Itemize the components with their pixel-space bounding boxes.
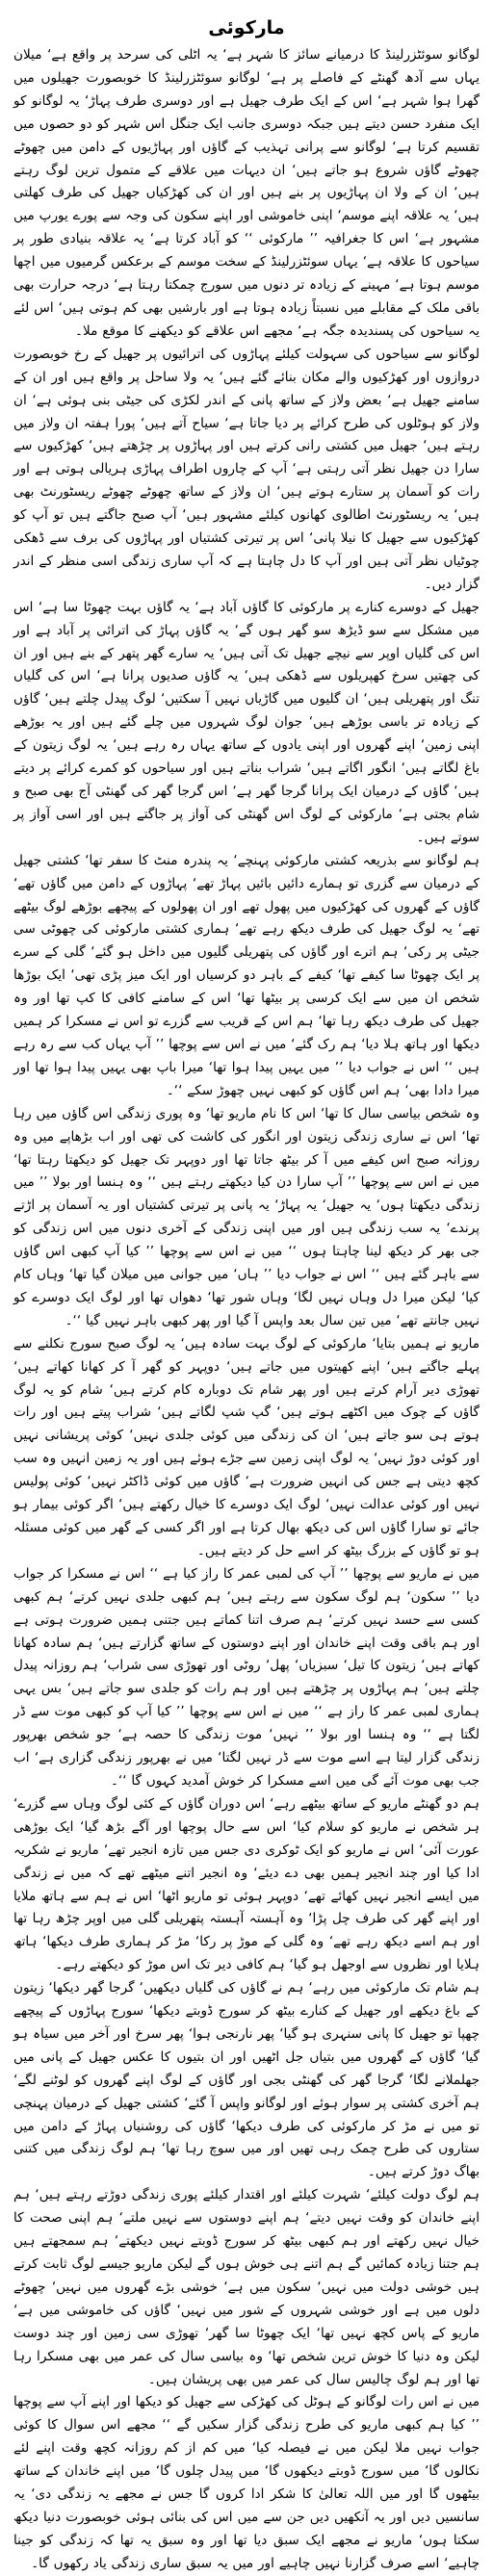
paragraph: وہ شخص بیاسی سال کا تھا‘ اس کا نام ماریو تھا‘ وہ پوری زندگی اس گاؤں میں رہا تھا‘ اس نے ساری زندگی زیتون اور انگور کی کاشت کی تھی اور اب بڑھاپے میں وہ روزانہ صبح اس کیفے میں آ کر بیٹھ جاتا تھا اور دوپہر تک جھیل کو دیکھتا رہتا تھا‘ میں نے اس سے پوچھا ’’ آپ سارا دن کیا دیکھتے رہتے ہیں ‘‘ وہ ہنسا اور بولا ’’ میں زندگی دیکھتا ہوں‘ یہ جھیل‘ یہ پہاڑ‘ یہ پانی پر تیرتی کشتیاں اور یہ آسمان پر اڑتے پرندے‘ یہ سب زندگی ہیں اور میں اپنی زندگی کے آخری دنوں میں اس زندگی کو جی بھر کر دیکھ لینا چاہتا ہوں ‘‘ میں نے اس سے پوچھا ’’ کیا آپ کبھی اس گاؤں سے باہر گئے ہیں ‘‘ اس نے جواب دیا ’’ ہاں‘ میں جوانی میں میلان گیا تھا‘ وہاں کام کیا‘ لیکن میرا دل وہاں نہیں لگا‘ وہاں شور تھا‘ دھواں تھا اور لوگ ایک دوسرے کو نہیں جانتے تھے‘ میں تین سال بعد واپس آ گیا اور پھر کبھی باہر نہیں گیا ‘‘۔: [13, 1105, 480, 1328]
article-body: [13, 44, 480, 2576]
paragraph: میں نے ماریو سے پوچھا ’’ آپ کی لمبی عمر کا راز کیا ہے ‘‘ اس نے مسکرا کر جواب دیا ’’ سکون‘ ہم لوگ سکون سے رہتے ہیں‘ ہم کبھی جلدی نہیں کرتے‘ ہم کبھی کسی سے حسد نہیں کرتے‘ ہم صرف اتنا کماتے ہیں جتنی ہمیں ضرورت ہوتی ہے اور ہم باقی وقت اپنے خاندان اور اپنے دوستوں کے ساتھ گزارتے ہیں‘ ہم سادہ کھانا کھاتے ہیں‘ زیتون کا تیل‘ سبزیاں‘ پھل‘ روٹی اور تھوڑی سی شراب‘ ہم روزانہ پیدل چلتے ہیں‘ ہم پہاڑوں پر چڑھتے ہیں اور ہم رات کو جلدی سو جاتے ہیں‘ بس یہی ہماری لمبی عمر کا راز ہے ‘‘ میں نے اس سے پوچھا ’’ کیا آپ کو کبھی موت سے ڈر لگتا ہے ‘‘ وہ ہنسا اور بولا ’’ نہیں‘ موت زندگی کا حصہ ہے‘ جو شخص بھرپور زندگی گزار لیتا ہے اسے موت سے ڈر نہیں لگتا‘ میں نے بھرپور زندگی گزاری ہے‘ اب جب بھی موت آئے گی میں اسے مسکرا کر خوش آمدید کہوں گا ‘‘۔: [13, 1565, 480, 1789]
paragraph: جھیل کے دوسرے کنارے پر مارکوئی کا گاؤں آباد ہے‘ یہ گاؤں بہت چھوٹا سا ہے‘ اس میں مشکل سے سو ڈیڑھ سو گھر ہوں گے‘ یہ گاؤں پہاڑ کی اترائی پر آباد ہے اور اس کی گلیاں اوپر سے نیچے جھیل تک آتی ہیں‘ یہ سارے گھر پتھر کے بنے ہیں اور ان کی چھتیں سرخ کھپریلوں سے ڈھکی ہیں‘ یہ گاؤں صدیوں پرانا ہے‘ اس کی گلیاں تنگ اور پتھریلی ہیں‘ ان گلیوں میں گاڑیاں نہیں آ سکتیں‘ لوگ پیدل چلتے ہیں‘ گاؤں کے زیادہ تر باسی بوڑھے ہیں‘ جوان لوگ شہروں میں چلے گئے ہیں اور یہ بوڑھے اپنی زمین‘ اپنے گھروں اور اپنی یادوں کے ساتھ یہاں رہ رہے ہیں‘ یہ لوگ زیتون کے باغ لگاتے ہیں‘ انگور اگاتے ہیں‘ شراب بناتے ہیں اور سیاحوں کو کمرے کرائے پر دیتے ہیں‘ گاؤں کے درمیان ایک پرانا گرجا گھر ہے‘ اس گرجا گھر کی گھنٹی آج بھی صبح و شام بجتی ہے‘ مارکوئی کے لوگ اس گھنٹی کی آواز پر جاگتے ہیں اور اسی آواز پر سوتے ہیں۔: [13, 599, 480, 845]
paragraph: ہم دو گھنٹے ماریو کے ساتھ بیٹھے رہے‘ اس دوران گاؤں کے کئی لوگ وہاں سے گزرے‘ ہر شخص نے ماریو کو سلام کیا‘ اس سے حال پوچھا اور آگے بڑھ گیا‘ ایک بوڑھی عورت آئی‘ اس نے ماریو کو ایک ٹوکری دی جس میں تازہ انجیر تھے‘ ماریو نے شکریہ ادا کیا اور چند انجیر ہمیں بھی دے دیئے‘ وہ انجیر اتنے میٹھے تھے کہ میں نے زندگی میں ایسے انجیر نہیں کھائے تھے‘ دوپہر ہوئی تو ماریو اٹھا‘ اس نے ہم سے ہاتھ ملایا اور اپنے گھر کی طرف چل پڑا‘ وہ آہستہ آہستہ پتھریلی گلی میں اوپر چڑھ رہا تھا اور ہم اسے دیکھ رہے تھے‘ وہ گلی کے موڑ پر رکا‘ مڑ کر ہماری طرف دیکھا‘ ہاتھ ہلایا اور نظروں سے اوجھل ہو گیا‘ ہم کافی دیر تک اس موڑ کو دیکھتے رہے۔: [13, 1795, 480, 1973]
paragraph: ہم لوگ دولت کیلئے‘ شہرت کیلئے اور اقتدار کیلئے پوری زندگی دوڑتے رہتے ہیں‘ ہم اپنے خاندان کو وقت نہیں دیتے‘ ہم اپنے دوستوں سے نہیں ملتے‘ ہم اپنی صحت کا خیال نہیں رکھتے اور ہم کبھی بیٹھ کر سورج ڈوبتے نہیں دیکھتے‘ ہم سمجھتے ہیں ہم جتنا زیادہ کمائیں گے ہم اتنے ہی خوش ہوں گے لیکن ماریو جیسے لوگ ثابت کرتے ہیں خوشی دولت میں نہیں‘ سکون میں ہے‘ خوشی بڑے گھروں میں نہیں‘ چھوٹے دلوں میں ہے اور خوشی شہروں کے شور میں نہیں‘ گاؤں کی خاموشی میں ہے‘ ماریو کے پاس کچھ نہیں تھا‘ ایک چھوٹا سا گھر‘ تھوڑی سی زمین اور چند دوست لیکن وہ دنیا کا خوش ترین شخص تھا‘ وہ بیاسی سال کی عمر میں بھی مسکرا رہا تھا اور ہم لوگ چالیس سال کی عمر میں بھی پریشان ہیں۔: [13, 2187, 480, 2387]
paragraph: ہم شام تک مارکوئی میں رہے‘ ہم نے گاؤں کی گلیاں دیکھیں‘ گرجا گھر دیکھا‘ زیتون کے باغ دیکھے اور جھیل کے کنارے بیٹھ کر سورج ڈوبتے دیکھا‘ سورج پہاڑوں کے پیچھے چھپا تو جھیل کا پانی سنہری ہو گیا‘ پھر نارنجی ہوا‘ پھر سرخ اور آخر میں سیاہ ہو گیا‘ گاؤں کے گھروں میں بتیاں جل اٹھیں اور ان بتیوں کا عکس جھیل کے پانی میں جھلملانے لگا‘ گرجا گھر کی گھنٹی بجی اور گاؤں کے لوگ اپنے گھروں کو لوٹنے لگے‘ ہم آخری کشتی پر سوار ہوئے اور لوگانو واپس آ گئے‘ کشتی جھیل کے درمیان پہنچی تو میں نے مڑ کر مارکوئی کی طرف دیکھا‘ گاؤں کی روشنیاں پہاڑ کے دامن میں ستاروں کی طرح چمک رہی تھیں اور میں سوچ رہا تھا‘ ہم لوگ زندگی میں کتنی بھاگ دوڑ کرتے ہیں۔: [13, 1980, 480, 2180]
paragraph: ہم لوگانو سے بذریعہ کشتی مارکوئی پہنچے‘ یہ پندرہ منٹ کا سفر تھا‘ کشتی جھیل کے درمیان سے گزری تو ہمارے دائیں بائیں پہاڑ تھے‘ پہاڑوں کے دامن میں گاؤں تھے‘ گاؤں کے گھروں کی کھڑکیوں میں پھول تھے اور ان پھولوں کے پیچھے بوڑھے لوگ بیٹھے تھے‘ یہ لوگ جھیل کی طرف دیکھ رہے تھے‘ ہماری کشتی مارکوئی کی چھوٹی سی جیٹی پر رکی‘ ہم اترے اور گاؤں کی پتھریلی گلیوں میں داخل ہو گئے‘ گلی کے سرے پر ایک چھوٹا سا کیفے تھا‘ کیفے کے باہر دو کرسیاں اور ایک میز پڑی تھی‘ ایک بوڑھا شخص ان میں سے ایک کرسی پر بیٹھا تھا‘ اس کے سامنے کافی کا کپ تھا اور وہ جھیل کی طرف دیکھ رہا تھا‘ ہم اس کے قریب سے گزرے تو اس نے مسکرا کر ہمیں دیکھا اور ہاتھ ہلا دیا‘ ہم رک گئے‘ میں نے اس سے پوچھا ’’ آپ یہاں کب سے رہ رہے ہیں ‘‘ اس نے جواب دیا ’’ میں یہیں پیدا ہوا تھا‘ میرا باپ بھی یہیں پیدا ہوا تھا اور میرا دادا بھی‘ ہم اس گاؤں کو کبھی نہیں چھوڑ سکے ‘‘۔: [13, 852, 480, 1098]
paragraph: لوگانو سوئٹزرلینڈ کا درمیانے سائز کا شہر ہے‘ یہ اٹلی کی سرحد پر واقع ہے‘ میلان یہاں سے آدھ گھنٹے کے فاصلے پر ہے‘ لوگانو سوئٹزرلینڈ کا خوبصورت جھیلوں میں گھرا ہوا شہر ہے‘ اس کے ایک طرف جھیل ہے اور دوسری طرف پہاڑ‘ یہ لوگانو کو ایک منفرد حسن دیتے ہیں جبکہ دوسری جانب ایک جنگل اس شہر کو دو حصوں میں تقسیم کرتا ہے‘ لوگانو سے پرانی تہذیب کے گاؤں اور پہاڑیوں کے دامن میں چھوٹے چھوٹے گاؤں شروع ہو جاتے ہیں‘ ان دیہات میں علاقے کے متمول ترین لوگ رہتے ہیں‘ ان کے ولا ان پہاڑیوں پر بنے ہیں اور ان کی کھڑکیاں جھیل کی طرف کھلتی ہیں‘ یہ علاقہ اپنے موسم‘ اپنی خاموشی اور اپنے سکون کی وجہ سے پورے یورپ میں مشہور ہے‘ اس کا جغرافیہ ’’ مارکوئی ‘‘ کو آباد کرتا ہے‘ یہ علاقہ بنیادی طور پر سیاحوں کا علاقہ ہے‘ یہاں سوئٹزرلینڈ کے سخت موسم کے برعکس گرمیوں میں اچھا موسم ہوتا ہے‘ مہینے کے زیادہ تر دنوں میں سورج چمکتا رہتا ہے‘ درجہ حرارت بھی باقی ملک کے مقابلے میں نسبتاً زیادہ ہوتا ہے اور بارشیں بھی کم ہوتی ہیں‘ اس لئے یہ سیاحوں کی پسندیدہ جگہ ہے‘ مجھے اس علاقے کو دیکھنے کا موقع ملا۔: [13, 47, 480, 339]
paragraph: ماریو نے ہمیں بتایا‘ مارکوئی کے لوگ بہت سادہ ہیں‘ یہ لوگ صبح سورج نکلنے سے پہلے جاگتے ہیں‘ اپنے کھیتوں میں جاتے ہیں‘ دوپہر کو گھر آ کر کھانا کھاتے ہیں‘ تھوڑی دیر آرام کرتے ہیں اور پھر شام تک دوبارہ کام کرتے ہیں‘ شام کو یہ لوگ گاؤں کے چوک میں اکٹھے ہوتے ہیں‘ گپ شپ لگاتے ہیں‘ شراب پیتے ہیں اور رات ہوتے ہی سو جاتے ہیں‘ ان کی زندگی میں کوئی جلدی نہیں‘ کوئی پریشانی نہیں اور کوئی دوڑ نہیں‘ یہ لوگ اپنی زمین سے جڑے ہوئے ہیں اور یہ زمین انہیں وہ سب کچھ دیتی ہے جس کی انہیں ضرورت ہے‘ گاؤں میں کوئی ڈاکٹر نہیں‘ کوئی پولیس نہیں اور کوئی عدالت نہیں‘ لوگ ایک دوسرے کا خیال رکھتے ہیں‘ اگر کوئی بیمار ہو جائے تو سارا گاؤں اس کی دیکھ بھال کرتا ہے اور اگر کسی کے گھر میں کوئی مسئلہ ہو تو گاؤں کے بزرگ بیٹھ کر اسے حل کر دیتے ہیں۔: [13, 1335, 480, 1558]
paragraph: لوگانو سے سیاحوں کی سہولت کیلئے پہاڑوں کی اترائیوں پر جھیل کے رخ خوبصورت دروازوں اور کھڑکیوں والے مکان بنائے گئے ہیں‘ یہ ولا ساحل پر واقع ہیں اور ان کے سامنے جھیل ہے‘ بعض ولاز کے ساتھ پانی کے اندر لکڑی کی جیٹی بنی ہوئی ہے‘ ان ولاز کو ہوٹلوں کی طرح کرائے پر دیا جاتا ہے‘ سیاح آتے ہیں‘ پورا ہفتہ ان ولاز میں رہتے ہیں‘ جھیل میں کشتی رانی کرتے ہیں اور پہاڑوں پر چڑھتے ہیں‘ کھڑکیوں سے سارا دن جھیل نظر آتی رہتی ہے‘ آپ کے چاروں اطراف پہاڑی ہریالی ہوتی ہے اور رات کو آسمان پر ستارے ہوتے ہیں‘ ان ولاز کے ساتھ چھوٹے چھوٹے ریسٹورنٹ بھی ہیں‘ یہ ریسٹورنٹ اطالوی کھانوں کیلئے مشہور ہیں‘ آپ صبح جاگتے ہیں تو آپ کو کھڑکیوں سے جھیل کا نیلا پانی‘ اس پر تیرتی کشتیاں اور پہاڑوں کی برف سے ڈھکی چوٹیاں نظر آتی ہیں اور آپ کا دل چاہتا ہے کہ آپ ساری زندگی اسی منظر کے اندر گزار دیں۔: [13, 346, 480, 592]
column-title: مارکوئی: [208, 17, 285, 39]
paragraph: میں نے اس رات لوگانو کے ہوٹل کی کھڑکی سے جھیل کو دیکھا اور اپنے آپ سے پوچھا ’’ کیا ہم کبھی ماریو کی طرح زندگی گزار سکیں گے ‘‘ مجھے اس سوال کا کوئی جواب نہیں ملا لیکن میں نے فیصلہ کیا‘ میں کم از کم روزانہ کچھ وقت اپنے لئے نکالوں گا‘ میں سورج ڈوبتے دیکھوں گا‘ میں پیدل چلوں گا‘ میں اپنے خاندان کے ساتھ بیٹھوں گا اور میں اللہ تعالیٰ کا شکر ادا کروں گا جس نے مجھے یہ زندگی دی‘ یہ سانسیں دیں اور یہ آنکھیں دیں جن سے میں اس کی بنائی ہوئی خوبصورت دنیا دیکھ سکتا ہوں‘ ماریو نے مجھے ایک سبق دیا تھا اور وہ سبق یہ تھا کہ زندگی کو جینا چاہیے‘ اسے صرف گزارنا نہیں چاہیے اور میں یہ سبق ساری زندگی یاد رکھوں گا۔: [13, 2394, 480, 2571]
title-bar: [13, 17, 480, 40]
